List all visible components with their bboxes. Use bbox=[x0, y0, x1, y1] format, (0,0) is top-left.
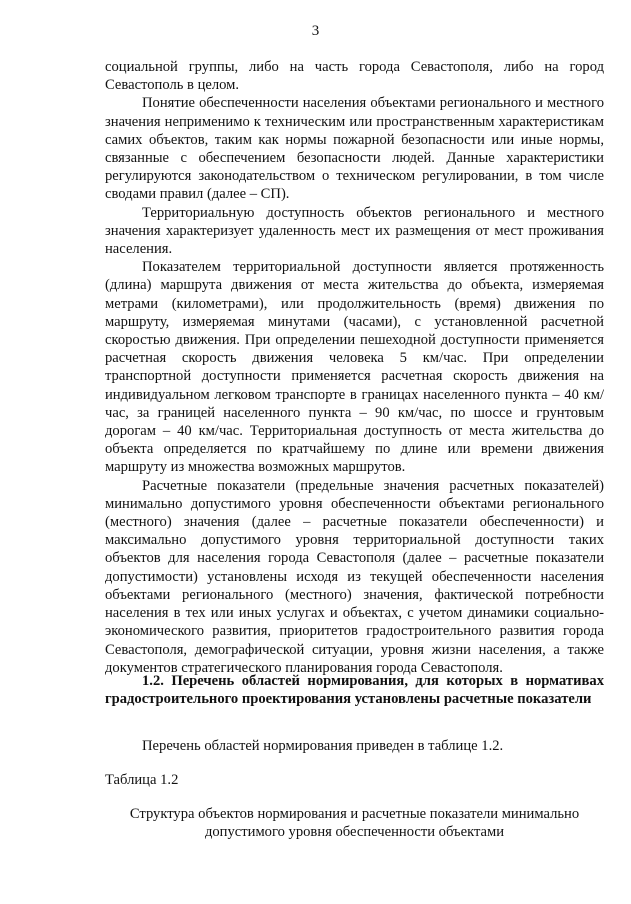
intro-text: Перечень областей нормирования приведен в таблице 1.2. bbox=[142, 738, 504, 754]
page-number: 3 bbox=[311, 23, 320, 39]
body-text bbox=[105, 58, 604, 677]
table-label: Таблица 1.2 bbox=[105, 772, 179, 788]
table-title: Структура объектов нормирования и расчетные показатели минимально допустимого уровня обеспеченности объектами bbox=[129, 806, 580, 840]
section-heading: 1.2. Перечень областей нормирования, для которых в нормативах градостроительного проектирования установлены расчетные показатели bbox=[105, 673, 604, 708]
paragraph-continuation: социальной группы, либо на часть города Севастополя, либо на город Севастополь в целом. bbox=[105, 59, 604, 94]
paragraph-calculated-indicators: Расчетные показатели (предельные значения расчетных показателей) минимально допустимого уровня обеспеченности объектами регионального (местного) значения (далее – расчетные показатели обеспеченности) и максимально допустимого уровня территориальной доступности таких объектов для населения города Севастополя (далее – расчетные показатели допустимости) установлены исходя из текущей обеспеченности населения объектами регионального (местного) значения, фактической потребности населения в тех или иных услугах и объектах, с учетом динамики социально-экономического развития, приоритетов градостроительного развития города Севастополя, демографической ситуации, уровня жизни населения, а также документов стратегического планирования города Севастополя. bbox=[105, 477, 604, 676]
paragraph-accessibility-indicator: Показателем территориальной доступности является протяженность (длина) маршрута движения от места жительства до объекта, измеряемая метрами (километрами), или продолжительность (время) движения по маршруту, измеряемая минутами (часами), с установленной расчетной скоростью движения. При определении пешеходной доступности применяется расчетная скорость движения человека 5 км/час. При определении транспортной доступности применяется расчетная скорость движения на индивидуальном легковом транспорте в границах населенного пункта – 40 км/час, за границей населенного пункта – 90 км/час, по шоссе и грунтовым дорогам – 40 км/час. Территориальная доступность от места жительства до объекта определяется по кратчайшему по длине или времени движения маршруту из множества возможных маршрутов. bbox=[105, 259, 604, 476]
paragraph-territorial-accessibility: Территориальную доступность объектов регионального и местного значения характеризует удаленность мест их размещения от мест проживания населения. bbox=[105, 204, 604, 258]
paragraph-concept-of-provision: Понятие обеспеченности населения объектами регионального и местного значения неприменимо к техническим или пространственным характеристикам самих объектов, таким как нормы пожарной безопасности или иные нормы, связанные с обеспечением безопасности людей. Данные характеристики регулируются законодательством о техническом регулировании, в том числе сводами правил (далее – СП). bbox=[105, 95, 604, 203]
